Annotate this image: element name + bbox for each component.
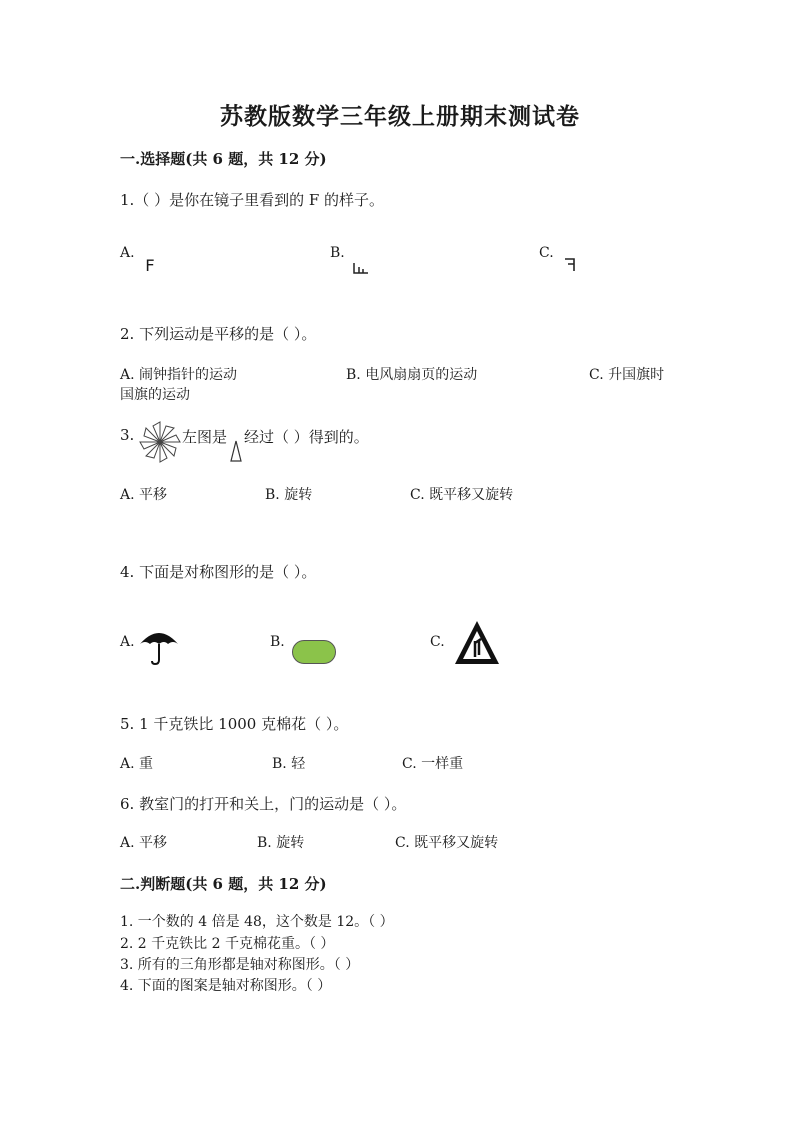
question-2-stem: 2. 下列运动是平移的是（ ）。 bbox=[120, 325, 317, 343]
q3-option-b: B. 旋转 bbox=[265, 487, 313, 503]
q2-option-c: C. 升国旗时 bbox=[589, 367, 665, 383]
question-4-stem: 4. 下面是对称图形的是（ ）。 bbox=[120, 563, 317, 581]
question-1-stem: 1.（ ）是你在镜子里看到的 F 的样子。 bbox=[120, 191, 385, 209]
q4-option-b-label: B. bbox=[270, 634, 285, 650]
q6-option-b: B. 旋转 bbox=[257, 835, 305, 851]
q3-option-a: A. 平移 bbox=[120, 487, 168, 503]
q6-option-a: A. 平移 bbox=[120, 835, 168, 851]
question-3-text-part1: 左图是 bbox=[182, 428, 228, 446]
q2-option-c-continued: 国旗的运动 bbox=[120, 387, 190, 403]
q1-option-c-label: C. bbox=[539, 245, 554, 261]
q2-option-a: A. 闹钟指针的运动 bbox=[120, 367, 238, 383]
q1-option-b-label: B. bbox=[330, 245, 345, 261]
page-title: 苏教版数学三年级上册期末测试卷 bbox=[220, 103, 580, 130]
q5-option-a: A. 重 bbox=[120, 756, 154, 772]
section-heading-choice: 一.选择题(共 6 题，共 12 分) bbox=[120, 150, 327, 168]
q1-option-a-label: A. bbox=[120, 245, 135, 261]
warning-triangle-sign-icon bbox=[453, 619, 501, 667]
mirrored-f-icon bbox=[564, 257, 576, 273]
question-6-stem: 6. 教室门的打开和关上，门的运动是（ ）。 bbox=[120, 795, 407, 813]
rotated-f-icon bbox=[352, 262, 370, 274]
triangle-blade-icon bbox=[229, 440, 243, 462]
q4-option-c-label: C. bbox=[430, 634, 445, 650]
judge-item-3: 3. 所有的三角形都是轴对称图形。（ ） bbox=[120, 957, 360, 973]
q3-option-c: C. 既平移又旋转 bbox=[410, 487, 514, 503]
section-heading-judgement: 二.判断题(共 6 题，共 12 分) bbox=[120, 875, 327, 893]
q6-option-c: C. 既平移又旋转 bbox=[395, 835, 499, 851]
umbrella-icon bbox=[138, 624, 180, 666]
green-rounded-rectangle-icon bbox=[292, 640, 336, 664]
judge-item-2: 2. 2 千克铁比 2 千克棉花重。（ ） bbox=[120, 936, 335, 952]
q2-option-b: B. 电风扇扇页的运动 bbox=[346, 367, 478, 383]
q1-option-a-glyph: F bbox=[145, 256, 155, 275]
windmill-icon bbox=[138, 420, 182, 464]
q5-option-c: C. 一样重 bbox=[402, 756, 464, 772]
question-3-number: 3. bbox=[120, 426, 135, 444]
judge-item-1: 1. 一个数的 4 倍是 48，这个数是 12。（ ） bbox=[120, 914, 394, 930]
q4-option-a-label: A. bbox=[120, 634, 135, 650]
q5-option-b: B. 轻 bbox=[272, 756, 306, 772]
question-3-text-part2: 经过（ ）得到的。 bbox=[244, 428, 369, 446]
question-5-stem: 5. 1 千克铁比 1000 克棉花（ ）。 bbox=[120, 715, 349, 733]
judge-item-4: 4. 下面的图案是轴对称图形。（ ） bbox=[120, 978, 332, 994]
